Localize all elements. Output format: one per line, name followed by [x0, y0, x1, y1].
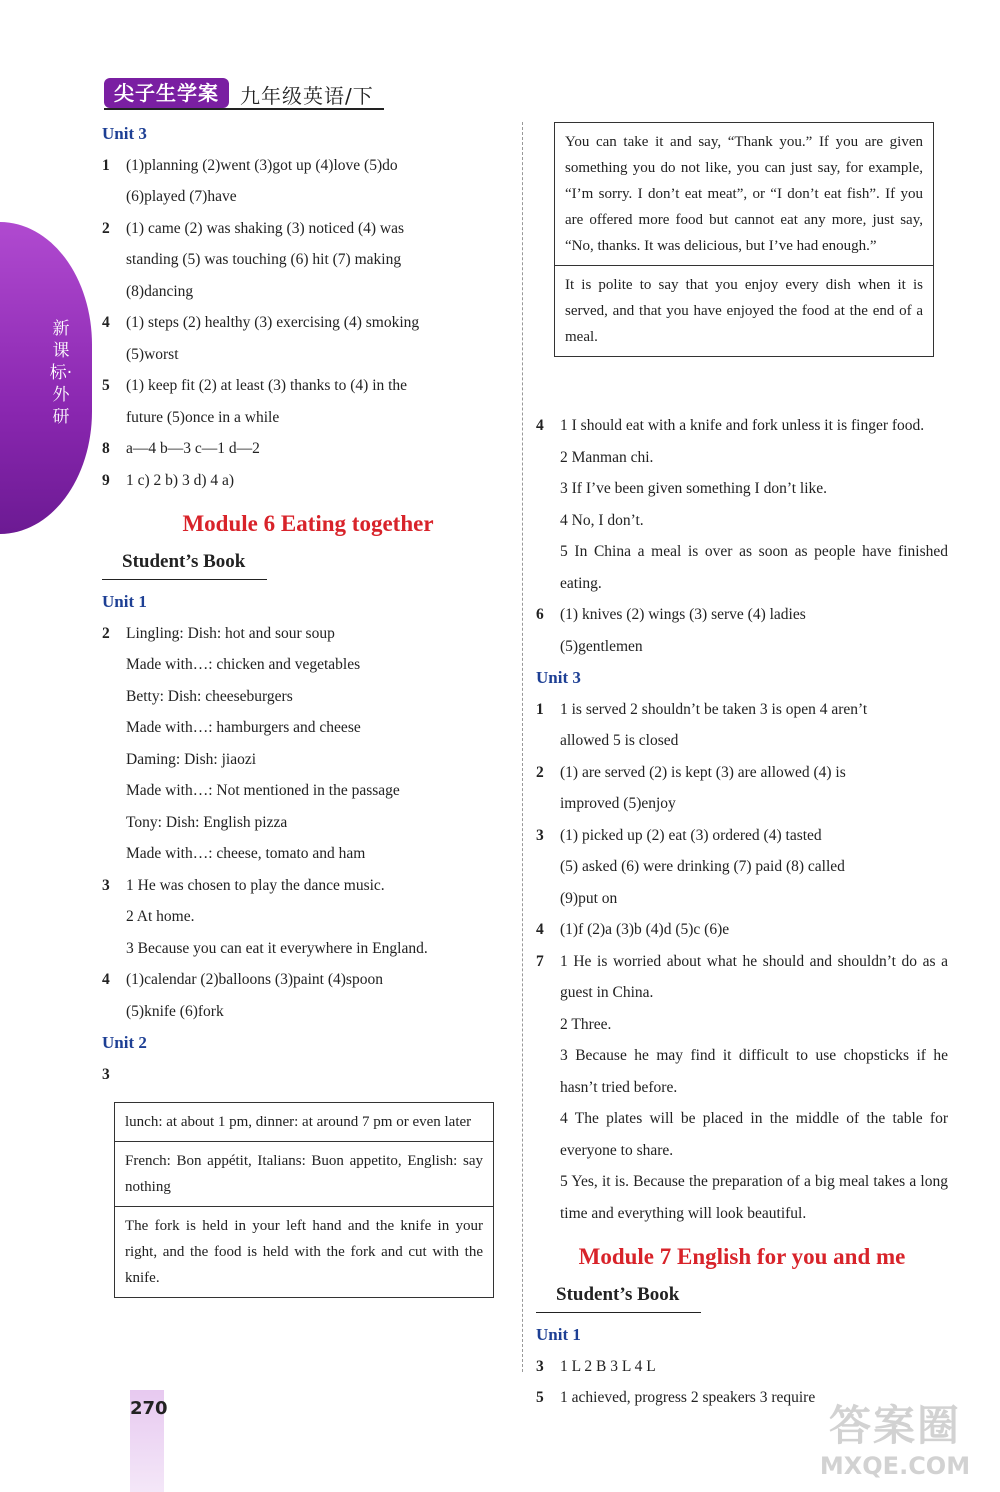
answer-line: (1) steps (2) healthy (3) exercising (4) smoking	[126, 314, 420, 331]
table-cell: The fork is held in your left hand and the knife in your right, and the food is held with the fork and cut with the knife.	[115, 1207, 494, 1298]
answer-number: 3	[102, 1065, 110, 1083]
answer-line: 1 is served 2 shouldn’t be taken 3 is open 4 aren’t	[560, 700, 868, 718]
answer-line: (1) keep fit (2) at least (3) thanks to (4) in the	[126, 377, 408, 394]
answer-line: allowed 5 is closed	[560, 732, 679, 749]
section-heading: Student’s Book	[536, 1279, 701, 1314]
answer-line: Made with…: hamburgers and cheese	[126, 719, 361, 736]
answer-list	[102, 150, 514, 497]
answer-number: 2	[102, 624, 110, 642]
right-table-wrap	[554, 122, 934, 357]
answer-line: (1)calendar (2)balloons (3)paint (4)spoon	[126, 971, 383, 988]
answer-item	[102, 465, 514, 497]
answer-line: 1 c) 2 b) 3 d) 4 a)	[126, 471, 235, 489]
answer-line: 1 L 2 B 3 L 4 L	[560, 1357, 656, 1375]
page-number: 270	[130, 1398, 168, 1419]
answer-item	[536, 1351, 948, 1383]
answer-line: (5)worst	[126, 345, 179, 363]
module-heading: Module 6 Eating together	[182, 511, 434, 536]
answer-line: 2 Manman chi.	[560, 448, 654, 466]
answer-item	[536, 410, 948, 599]
answer-line: Made with…: Not mentioned in the passage	[126, 782, 400, 799]
answer-item	[102, 618, 514, 870]
answer-item	[102, 433, 514, 465]
answer-table	[114, 1102, 494, 1298]
answer-line: 5 In China a meal is over as soon as people have finished eating.	[560, 543, 948, 592]
answer-number: 4	[536, 417, 544, 434]
answer-item	[536, 946, 948, 1230]
answer-line: 1 I should eat with a knife and fork unless it is finger food.	[560, 417, 925, 434]
header-rule	[104, 108, 384, 110]
answer-line: (5)knife (6)fork	[126, 1002, 224, 1020]
answer-number: 1	[102, 156, 110, 174]
answer-line: 2 Three.	[560, 1015, 612, 1033]
answer-item	[536, 820, 948, 915]
unit-heading: Unit 3	[102, 124, 147, 143]
unit-heading: Unit 2	[102, 1033, 147, 1052]
brand-logo: 尖子生学案	[104, 78, 229, 108]
answer-item	[102, 307, 514, 370]
answer-line: (1) knives (2) wings (3) serve (4) ladies	[560, 606, 806, 623]
answer-line: 5 Yes, it is. Because the preparation of a big meal takes a long time and everything will look beautiful.	[560, 1173, 948, 1222]
answer-item	[536, 694, 948, 757]
answer-number: 4	[102, 314, 110, 331]
answer-item	[102, 213, 514, 308]
answer-line: 4 No, I don’t.	[560, 511, 644, 529]
watermark	[800, 1400, 990, 1486]
answer-item	[536, 599, 948, 662]
answer-line: 1 He was chosen to play the dance music.	[126, 876, 385, 894]
answer-number: 5	[536, 1389, 544, 1406]
answer-line: improved (5)enjoy	[560, 795, 676, 812]
answer-line: Made with…: chicken and vegetables	[126, 656, 361, 673]
answer-number: 3	[536, 1357, 544, 1375]
answer-number: 6	[536, 606, 544, 623]
answer-number: 2	[102, 219, 110, 237]
answer-line: Tony: Dish: English pizza	[126, 813, 288, 831]
answer-line: (1)f (2)a (3)b (4)d (5)c (6)e	[560, 921, 730, 938]
answer-line: 4 The plates will be placed in the middle of the table for everyone to share.	[560, 1110, 948, 1159]
answer-list	[102, 618, 514, 1028]
table-cell: French: Bon appétit, Italians: Buon appetito, English: say nothing	[115, 1142, 494, 1207]
answer-number: 9	[102, 471, 110, 489]
answer-number: 2	[536, 763, 544, 781]
answer-line: 2 At home.	[126, 908, 195, 925]
answer-line: (6)played (7)have	[126, 188, 237, 205]
column-divider	[522, 122, 523, 1372]
answer-number: 1	[536, 700, 544, 718]
answer-line: (1) are served (2) is kept (3) are allowed (4) is	[560, 763, 846, 781]
answer-line: 1 achieved, progress 2 speakers 3 require	[560, 1389, 816, 1406]
section-heading: Student’s Book	[102, 546, 267, 581]
answer-number: 7	[536, 952, 544, 970]
answer-line: Lingling: Dish: hot and sour soup	[126, 624, 335, 642]
side-tab-label: 新课标·外研	[49, 319, 73, 427]
answer-line: Daming: Dish: jiaozi	[126, 750, 257, 768]
answer-line: future (5)once in a while	[126, 408, 280, 426]
answer-line: a—4 b—3 c—1 d—2	[126, 440, 260, 457]
unit-heading: Unit 1	[536, 1325, 581, 1344]
answer-number: 4	[102, 971, 110, 988]
side-tab	[0, 222, 92, 534]
answer-list	[536, 694, 948, 1230]
answer-line: 3 Because he may find it difficult to use chopsticks if he hasn’t tried before.	[560, 1047, 948, 1096]
unit-heading: Unit 1	[102, 592, 147, 611]
answer-line: (1) picked up (2) eat (3) ordered (4) tasted	[560, 826, 822, 844]
right-column	[536, 410, 948, 1414]
answer-line: standing (5) was touching (6) hit (7) making	[126, 251, 402, 268]
answer-number: 5	[102, 377, 110, 394]
answer-line: 1 He is worried about what he should and shouldn’t do as a guest in China.	[560, 952, 948, 1001]
table-cell: It is polite to say that you enjoy every dish when it is served, and that you have enjoyed the food at the end of a meal.	[555, 266, 934, 357]
answer-line: (5) asked (6) were drinking (7) paid (8) called	[560, 858, 845, 875]
answer-number: 4	[536, 921, 544, 938]
watermark-url: MXQE.COM	[819, 1452, 971, 1480]
answer-item	[102, 870, 514, 965]
answer-line: (1) came (2) was shaking (3) noticed (4) was	[126, 219, 405, 237]
unit-heading: Unit 3	[536, 668, 581, 687]
answer-line: 3 Because you can eat it everywhere in England.	[126, 939, 428, 957]
answer-number: 8	[102, 440, 110, 457]
table-cell: lunch: at about 1 pm, dinner: at around 7 pm or even later	[115, 1103, 494, 1142]
answer-number: 3	[536, 826, 544, 844]
answer-line: (1)planning (2)went (3)got up (4)love (5)do	[126, 156, 398, 174]
answer-item	[536, 914, 948, 946]
answer-line: 3 If I’ve been given something I don’t like.	[560, 480, 828, 497]
left-column	[102, 118, 514, 1298]
answer-item	[102, 964, 514, 1027]
answer-list	[536, 410, 948, 662]
answer-line: Betty: Dish: cheeseburgers	[126, 687, 293, 705]
answer-number: 3	[102, 876, 110, 894]
answer-item	[102, 370, 514, 433]
answer-line: (9)put on	[560, 889, 618, 907]
answer-line: (5)gentlemen	[560, 637, 643, 655]
answer-table	[554, 122, 934, 357]
answer-item	[102, 1059, 514, 1091]
module-heading: Module 7 English for you and me	[578, 1244, 906, 1269]
answer-line: Made with…: cheese, tomato and ham	[126, 845, 366, 862]
answer-line: (8)dancing	[126, 282, 194, 300]
subject-title: 九年级英语/下	[240, 84, 374, 108]
watermark-title: 答案圈	[828, 1401, 961, 1450]
table-cell: You can take it and say, “Thank you.” If you are given something you do not like, you can just say, for example, “I’m sorry. I don’t eat meat”, or “I don’t eat fish”. If you are offered more food but cannot eat any more, just say, “No, thanks. It was delicious, but I’ve had enough.”	[555, 123, 934, 266]
answer-item	[102, 150, 514, 213]
answer-item	[536, 757, 948, 820]
